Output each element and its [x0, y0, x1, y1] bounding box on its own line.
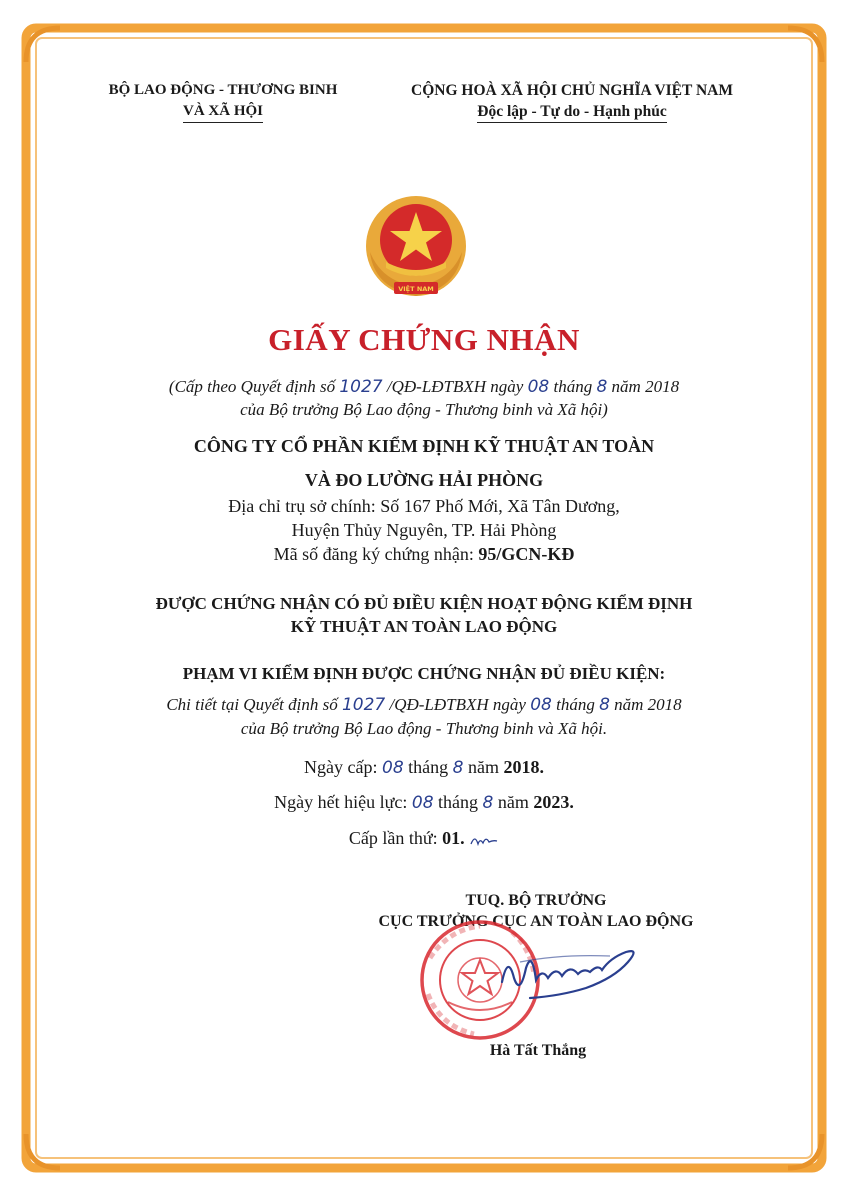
- ministry-header: [88, 80, 358, 123]
- emblem-text: VIỆT NAM: [398, 285, 434, 293]
- national-motto: Độc lập - Tự do - Hạnh phúc: [477, 101, 666, 123]
- company-name-line1: CÔNG TY CỔ PHẦN KIỂM ĐỊNH KỸ THUẬT AN TOÀN: [193, 436, 655, 456]
- issuance-text: năm 2018: [611, 377, 680, 396]
- company-address-line2: Huyện Thủy Nguyên, TP. Hải Phòng: [291, 520, 557, 540]
- issue-date-line: [0, 757, 848, 778]
- republic-name: CỘNG HOÀ XÃ HỘI CHỦ NGHĨA VIỆT NAM: [411, 82, 733, 99]
- ministry-line2: VÀ XÃ HỘI: [183, 101, 263, 123]
- issue-day: 08: [382, 758, 404, 778]
- company-name-line2: VÀ ĐO LƯỜNG HẢI PHÒNG: [304, 470, 544, 490]
- expiry-month: 8: [482, 793, 494, 813]
- issue-month-label: tháng: [408, 757, 449, 777]
- certificate-title: GIẤY CHỨNG NHẬN: [268, 322, 580, 357]
- signatory-name: Hà Tất Thắng: [489, 1042, 587, 1059]
- issuance-line1: [0, 377, 848, 397]
- scope-text: năm 2018: [614, 695, 682, 714]
- expiry-label: Ngày hết hiệu lực:: [274, 792, 408, 812]
- issuance-line2: của Bộ trưởng Bộ Lao động - Thương binh và Xã hội): [240, 400, 608, 419]
- scope-text: Chi tiết tại Quyết định số: [166, 695, 338, 714]
- issue-year: 2018.: [503, 757, 544, 777]
- decision-day: 08: [527, 377, 550, 397]
- scope-line2: của Bộ trưởng Bộ Lao động - Thương binh và Xã hội.: [240, 719, 608, 738]
- company-address-line1: Địa chỉ trụ sở chính: Số 167 Phố Mới, Xã Tân Dương,: [228, 496, 620, 516]
- issue-month: 8: [452, 758, 464, 778]
- issue-count-value: 01.: [442, 828, 465, 848]
- issue-year-label: năm: [467, 757, 499, 777]
- ministry-line1: BỘ LAO ĐỘNG - THƯƠNG BINH: [108, 82, 338, 98]
- issuance-text: /QĐ-LĐTBXH ngày: [386, 377, 524, 396]
- decision-number: 1027: [339, 377, 383, 397]
- issuance-text: (Cấp theo Quyết định số: [168, 377, 336, 396]
- issue-count-label: Cấp lần thứ:: [348, 828, 438, 848]
- registration-label: Mã số đăng ký chứng nhận:: [273, 544, 474, 564]
- scope-month: 8: [599, 695, 610, 715]
- issuance-text: tháng: [553, 377, 593, 396]
- decision-month: 8: [596, 377, 608, 397]
- scope-text: /QĐ-LĐTBXH ngày: [389, 695, 526, 714]
- signature-icon: [490, 938, 650, 1008]
- signatory-line2: CỤC TRƯỞNG CỤC AN TOÀN LAO ĐỘNG: [378, 913, 694, 930]
- registration-number: 95/GCN-KĐ: [478, 544, 575, 564]
- scope-day: 08: [530, 695, 552, 715]
- issue-count-line: [0, 828, 848, 849]
- registration-line: [0, 544, 848, 565]
- expiry-day: 08: [411, 793, 434, 813]
- initials-mark-icon: [469, 832, 499, 848]
- expiry-year-label: năm: [497, 792, 529, 812]
- signatory-line1: TUQ. BỘ TRƯỞNG: [465, 892, 607, 909]
- expiry-month-label: tháng: [438, 792, 479, 812]
- certified-line2: KỸ THUẬT AN TOÀN LAO ĐỘNG: [290, 617, 558, 636]
- scope-decision-number: 1027: [341, 695, 386, 715]
- republic-header: [382, 80, 762, 123]
- expiry-date-line: [0, 792, 848, 813]
- scope-text: tháng: [556, 695, 595, 714]
- national-emblem-icon: [360, 192, 472, 304]
- certified-line1: ĐƯỢC CHỨNG NHẬN CÓ ĐỦ ĐIỀU KIỆN HOẠT ĐỘNG KIỂM ĐỊNH: [155, 594, 693, 613]
- scope-line1: [0, 695, 848, 715]
- expiry-year: 2023.: [533, 792, 574, 812]
- issue-date-label: Ngày cấp:: [304, 757, 378, 777]
- scope-heading: PHẠM VI KIỂM ĐỊNH ĐƯỢC CHỨNG NHẬN ĐỦ ĐIỀU KIỆN:: [182, 664, 666, 683]
